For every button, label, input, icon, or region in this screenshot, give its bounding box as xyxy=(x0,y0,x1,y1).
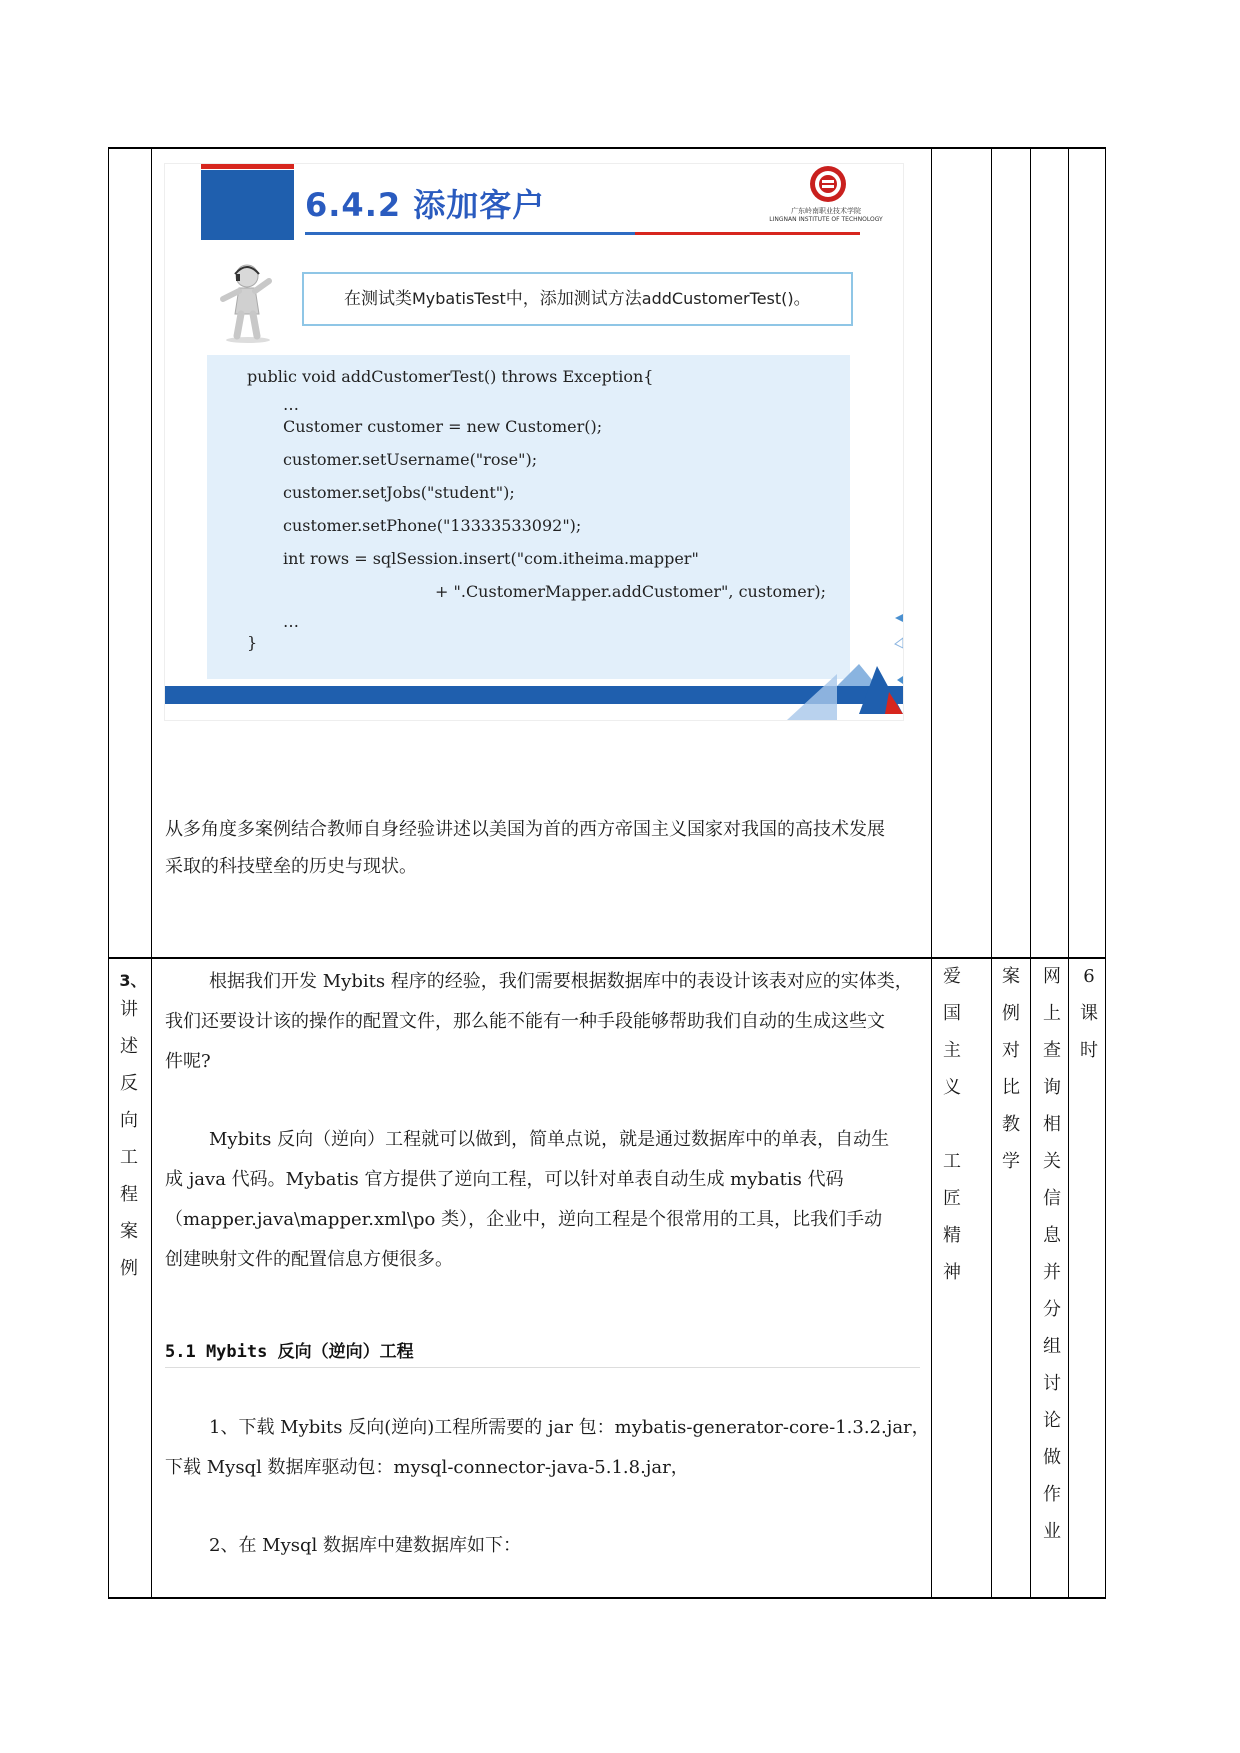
step1-line1: 1、下载 Mybits 反向(逆向)工程所需要的 jar 包：mybatis-generator-core-1.3.2.jar， xyxy=(209,1417,930,1438)
vertical-char: 匠 xyxy=(943,1188,961,1209)
vertical-char: 网 xyxy=(1043,966,1061,987)
title-accent-block xyxy=(201,170,294,240)
vertical-char: 作 xyxy=(1043,1484,1061,1505)
vertical-char: 比 xyxy=(1002,1077,1020,1098)
tech-barrier-paragraph-line2: 采取的科技壁垒的历史与现状。 xyxy=(165,856,417,877)
vertical-char: 课 xyxy=(1080,1003,1098,1024)
vertical-char: 询 xyxy=(1043,1077,1061,1098)
vertical-char: 信 xyxy=(1043,1188,1061,1209)
vertical-char: 论 xyxy=(1043,1410,1061,1431)
reverse-eng-paragraph-line3: （mapper.java\mapper.xml\po 类），企业中，逆向工程是个很常用的工具，比我们手动 xyxy=(165,1209,883,1230)
vertical-char: 例 xyxy=(1002,1003,1020,1024)
callout-end: 。 xyxy=(793,289,811,309)
code-line: customer.setUsername("rose"); xyxy=(283,450,538,469)
title-accent-red xyxy=(201,164,294,169)
reverse-eng-paragraph-line4: 创建映射文件的配置信息方便很多。 xyxy=(165,1249,453,1270)
vertical-char: 上 xyxy=(1043,1003,1061,1024)
callout-method-name: addCustomerTest() xyxy=(641,289,794,308)
callout-prefix: 在测试类 xyxy=(344,289,412,309)
vertical-char: 国 xyxy=(943,1003,961,1024)
table-right-border xyxy=(1105,147,1106,1599)
code-line: … xyxy=(283,612,299,631)
code-line: Customer customer = new Customer(); xyxy=(283,417,603,436)
vertical-char: 义 xyxy=(943,1077,961,1098)
vertical-char: 息 xyxy=(1043,1225,1061,1246)
vertical-char: 工 xyxy=(943,1151,961,1172)
intro-paragraph-line3: 件呢? xyxy=(165,1051,211,1072)
vertical-char: 向 xyxy=(120,1110,138,1131)
vertical-char: 并 xyxy=(1043,1262,1061,1283)
vertical-char: 相 xyxy=(1043,1114,1061,1135)
vertical-char: 工 xyxy=(120,1147,138,1168)
vertical-char: 案 xyxy=(1002,966,1020,987)
section-number: 3、 xyxy=(119,971,147,990)
vertical-char: 精 xyxy=(943,1225,961,1246)
step1-line2: 下载 Mysql 数据库驱动包：mysql-connector-java-5.1.8.jar， xyxy=(165,1457,689,1478)
vertical-char: 案 xyxy=(120,1221,138,1242)
reverse-eng-paragraph-line1: Mybits 反向（逆向）工程就可以做到，简单点说，就是通过数据库中的单表，自动生 xyxy=(209,1129,890,1150)
section-heading-5-1: 5.1 Mybits 反向（逆向）工程 xyxy=(165,1342,414,1362)
vertical-char: 讨 xyxy=(1043,1373,1061,1394)
callout-class-name: MybatisTest xyxy=(412,289,506,308)
vertical-char: 述 xyxy=(120,1036,138,1057)
reverse-eng-paragraph-line2: 成 java 代码。Mybatis 官方提供了逆向工程，可以针对单表自动生成 mybatis 代码 xyxy=(165,1169,844,1190)
intro-paragraph-line2: 我们还要设计该的操作的配置文件，那么能不能有一种手段能够帮助我们自动的生成这些文 xyxy=(165,1011,885,1032)
vertical-char: 对 xyxy=(1002,1040,1020,1061)
table-left-border xyxy=(108,147,109,1599)
instruction-callout xyxy=(302,272,853,326)
col-divider-3 xyxy=(991,147,992,1599)
vertical-char: 学 xyxy=(1002,1151,1020,1172)
code-line: public void addCustomerTest() throws Exception{ xyxy=(247,367,654,386)
title-underline-blue xyxy=(305,232,635,235)
title-underline-red xyxy=(635,232,860,235)
vertical-char: 6 xyxy=(1083,966,1095,987)
vertical-char: 查 xyxy=(1043,1040,1061,1061)
vertical-char: 神 xyxy=(943,1262,961,1283)
vertical-char: 讲 xyxy=(120,999,138,1020)
vertical-char: 程 xyxy=(120,1184,138,1205)
callout-middle: 中，添加测试方法 xyxy=(505,289,642,309)
vertical-char: 做 xyxy=(1043,1447,1061,1468)
logo-english-name: LINGNAN INSTITUTE OF TECHNOLOGY xyxy=(769,216,883,223)
vertical-char: 业 xyxy=(1043,1521,1061,1542)
vertical-char: 主 xyxy=(943,1040,961,1061)
code-line: + ".CustomerMapper.addCustomer", customer); xyxy=(435,582,827,601)
slide-image xyxy=(165,164,903,720)
col-divider-1 xyxy=(151,147,152,1599)
code-line: customer.setJobs("student"); xyxy=(283,483,515,502)
vertical-char: 反 xyxy=(120,1073,138,1094)
tech-barrier-paragraph-line1: 从多角度多案例结合教师自身经验讲述以美国为首的西方帝国主义国家对我国的高技术发展 xyxy=(165,819,885,840)
logo-chinese-name: 广东岭南职业技术学院 xyxy=(791,207,861,215)
code-line: int rows = sqlSession.insert("com.itheima.mapper" xyxy=(283,549,699,568)
intro-paragraph-line1: 根据我们开发 Mybits 程序的经验，我们需要根据数据库中的表设计该表对应的实体类， xyxy=(209,971,913,992)
step2-text: 2、在 Mysql 数据库中建数据库如下： xyxy=(209,1535,522,1556)
corner-triangles-decoration xyxy=(777,604,903,720)
vertical-char: 例 xyxy=(120,1258,138,1279)
code-block xyxy=(207,355,850,679)
code-line: … xyxy=(283,395,299,414)
heading-underline xyxy=(165,1367,920,1368)
table-bottom-border xyxy=(108,1597,1106,1599)
vertical-char: 分 xyxy=(1043,1299,1061,1320)
col-divider-2 xyxy=(931,147,932,1599)
vertical-char: 组 xyxy=(1043,1336,1061,1357)
presenter-figure-icon xyxy=(205,258,291,344)
vertical-char: 关 xyxy=(1043,1151,1061,1172)
vertical-char: 时 xyxy=(1080,1040,1098,1061)
table-top-border xyxy=(108,147,1106,149)
col-divider-4 xyxy=(1030,147,1031,1599)
code-line: customer.setPhone("13333533092"); xyxy=(283,516,582,535)
slide-title: 6.4.2 添加客户 xyxy=(305,186,546,224)
vertical-char: 爱 xyxy=(943,966,961,987)
code-line: } xyxy=(247,633,258,652)
vertical-char: 教 xyxy=(1002,1114,1020,1135)
col-divider-5 xyxy=(1068,147,1069,1599)
